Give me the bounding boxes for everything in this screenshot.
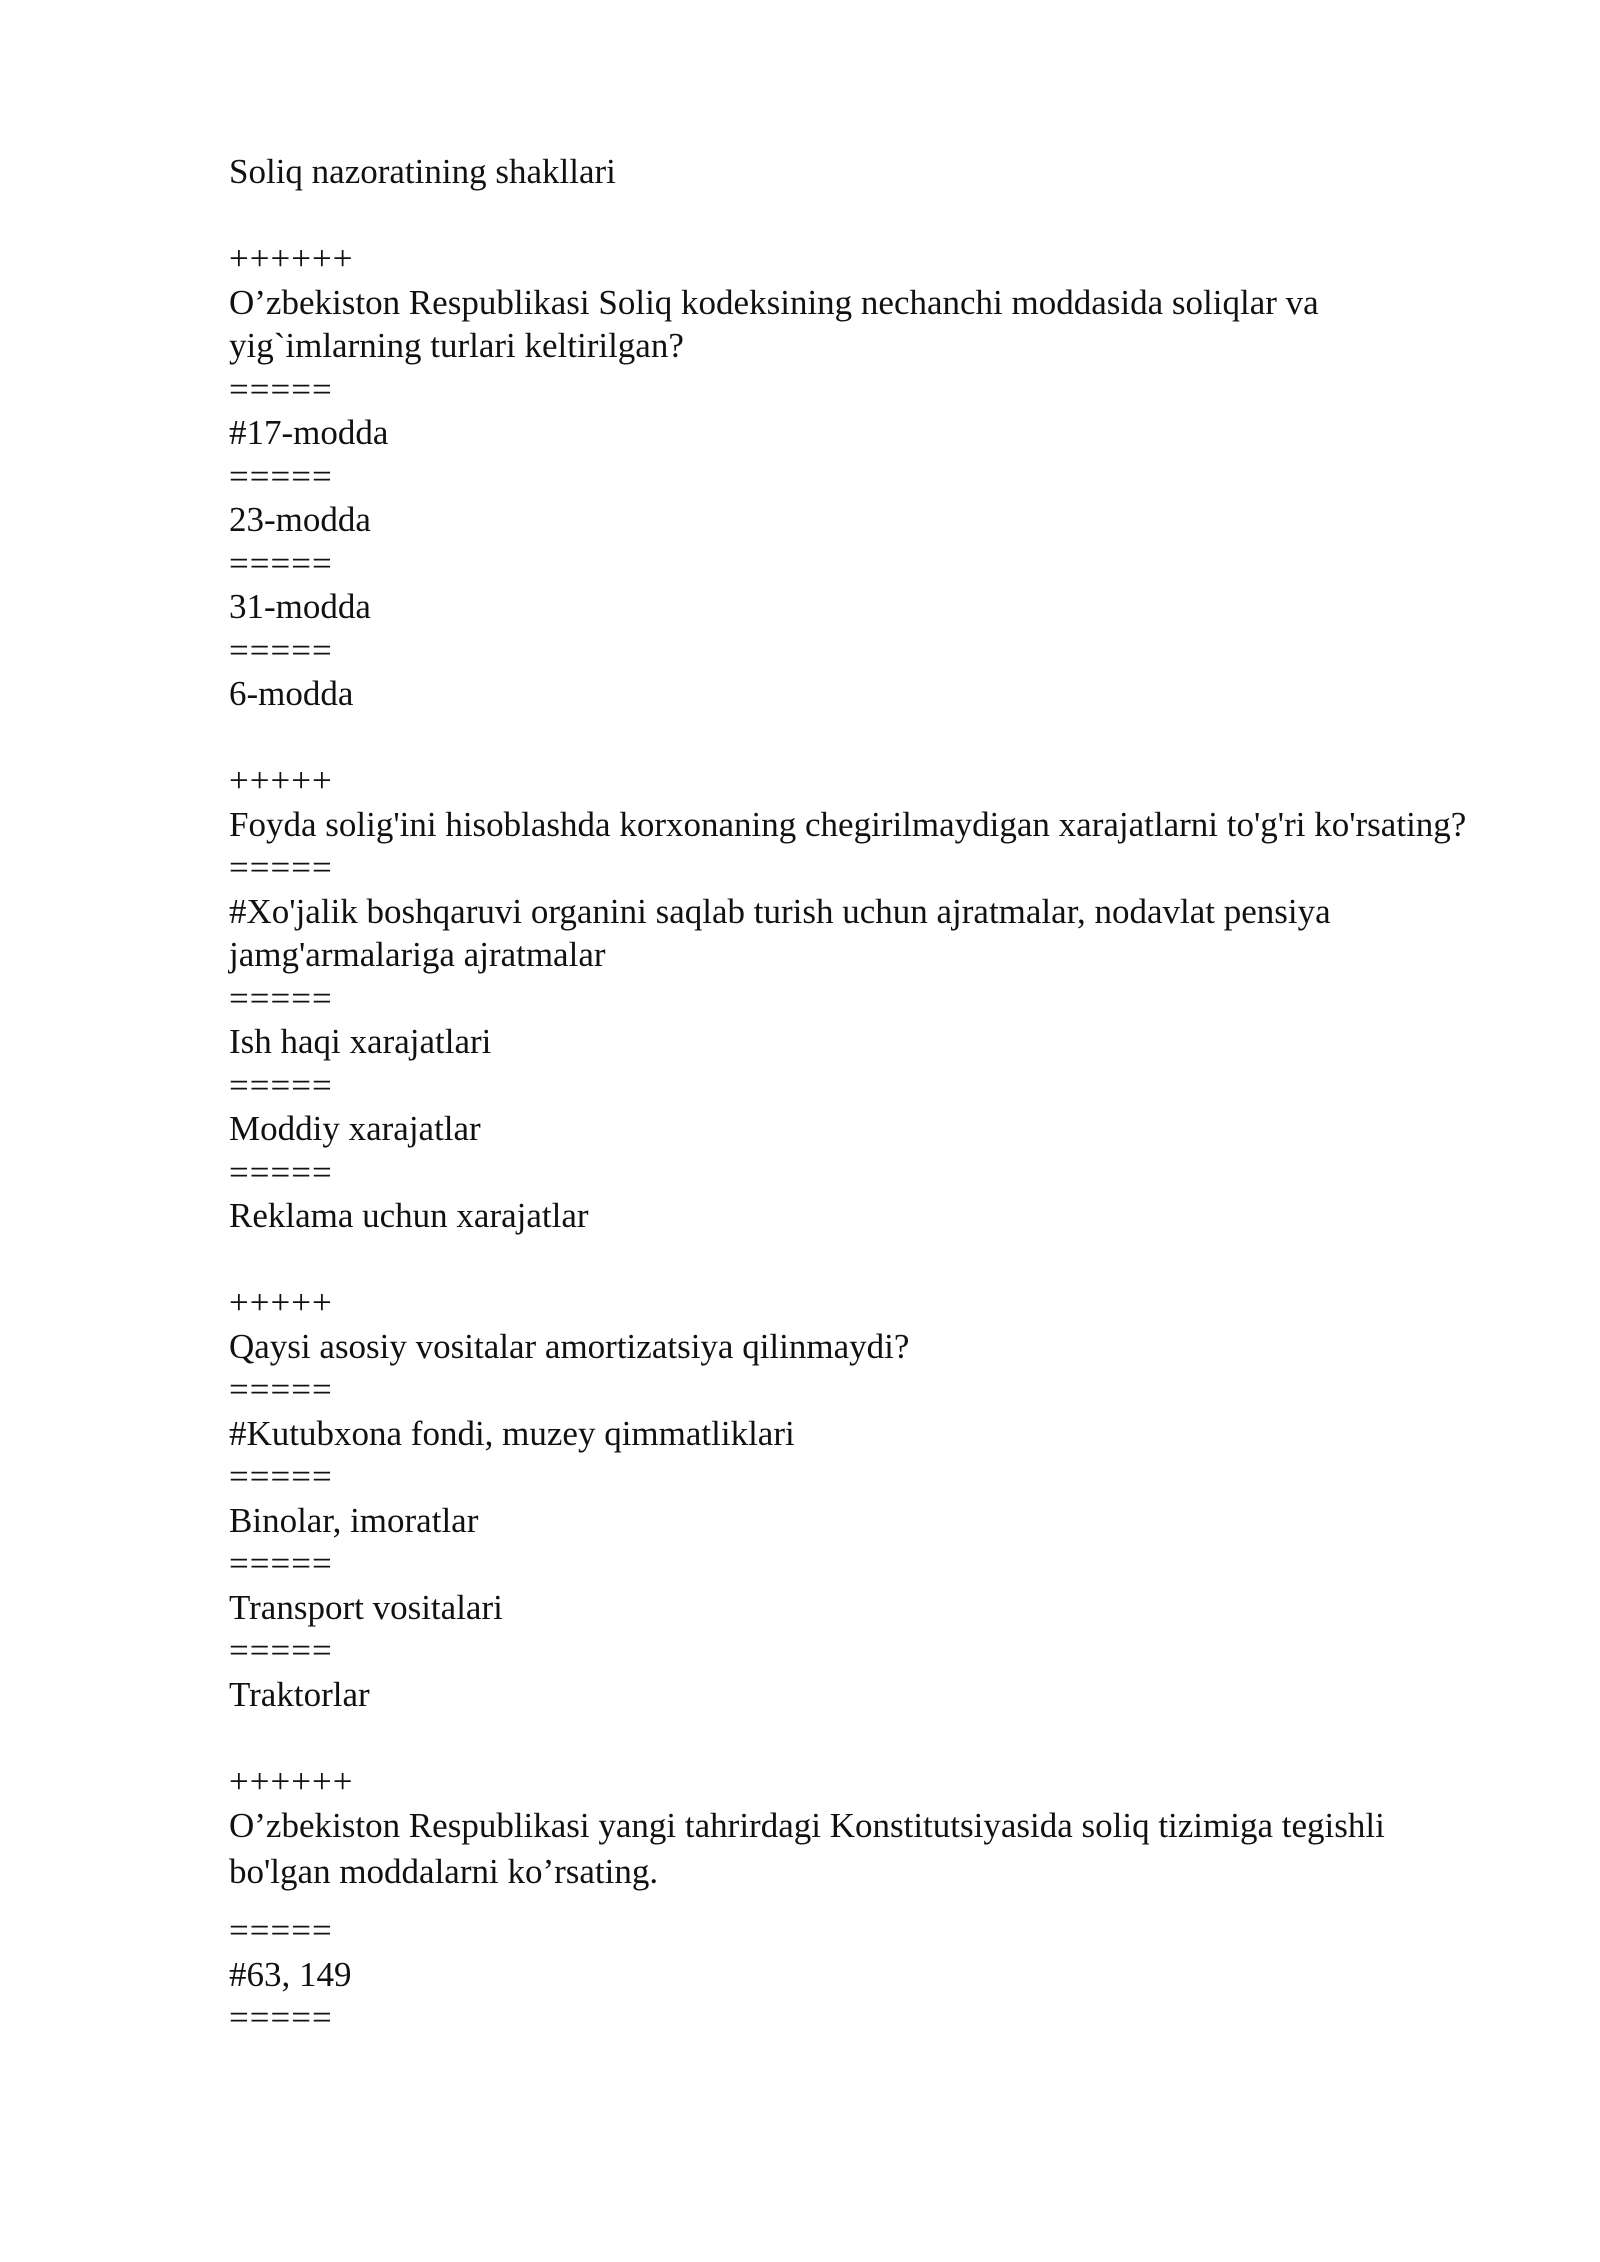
question-text: Qaysi asosiy vositalar amortizatsiya qilinmaydi? bbox=[229, 1326, 910, 1366]
question-block-3 bbox=[229, 1281, 1489, 1716]
answer-option: Transport vositalari bbox=[229, 1587, 503, 1627]
answer-option-correct: #Kutubxona fondi, muzey qimmatliklari bbox=[229, 1413, 795, 1453]
spacer bbox=[229, 1716, 1489, 1760]
answer-option: 6-modda bbox=[229, 674, 354, 713]
answer-option: Binolar, imoratlar bbox=[229, 1500, 479, 1540]
spacer bbox=[229, 716, 1489, 760]
answer-option: Reklama uchun xarajatlar bbox=[229, 1196, 589, 1235]
answer-separator: ===== bbox=[229, 848, 333, 887]
question-marker: ++++++ bbox=[229, 1761, 354, 1801]
answer-option: Ish haqi xarajatlari bbox=[229, 1022, 492, 1061]
question-block-1 bbox=[229, 237, 1489, 716]
answer-separator: ===== bbox=[229, 369, 333, 409]
answer-separator: ===== bbox=[229, 1152, 333, 1192]
question-block-2 bbox=[229, 759, 1489, 1238]
question-text: O’zbekiston Respublikasi Soliq kodeksining nechanchi moddasida soliqlar va yig`imlarning turlari keltirilgan? bbox=[229, 282, 1328, 365]
question-marker: ++++++ bbox=[229, 239, 354, 278]
spacer bbox=[229, 1238, 1489, 1282]
answer-separator: ===== bbox=[229, 1911, 333, 1950]
question-block-4 bbox=[229, 1760, 1489, 2040]
answer-separator: ===== bbox=[229, 630, 333, 670]
document-page bbox=[229, 150, 1489, 2040]
answer-option-correct: #63, 149 bbox=[229, 1954, 352, 1994]
answer-option: Moddiy xarajatlar bbox=[229, 1109, 481, 1148]
question-text: O’zbekiston Respublikasi yangi tahrirdagi Konstitutsiyasida soliq tizimiga tegishli bo'lgan moddalarni ko’rsating. bbox=[229, 1806, 1394, 1891]
question-marker: +++++ bbox=[229, 761, 333, 800]
spacer bbox=[229, 194, 1489, 238]
answer-option: Traktorlar bbox=[229, 1674, 370, 1714]
answer-option: 23-modda bbox=[229, 500, 371, 539]
answer-separator: ===== bbox=[229, 456, 333, 496]
document-title: Soliq nazoratining shakllari bbox=[229, 152, 616, 191]
answer-separator: ===== bbox=[229, 1631, 333, 1670]
spacer bbox=[229, 1895, 1489, 1909]
answer-option: 31-modda bbox=[229, 587, 371, 626]
answer-separator: ===== bbox=[229, 1457, 333, 1496]
question-marker: +++++ bbox=[229, 1283, 333, 1322]
answer-separator: ===== bbox=[229, 543, 333, 583]
answer-option-correct: #Xo'jalik boshqaruvi organini saqlab turish uchun ajratmalar, nodavlat pensiya jamg'armalariga ajratmalar bbox=[229, 891, 1340, 974]
answer-separator: ===== bbox=[229, 978, 333, 1018]
answer-separator: ===== bbox=[229, 1544, 333, 1583]
answer-option-correct: #17-modda bbox=[229, 413, 389, 452]
answer-separator: ===== bbox=[229, 1370, 333, 1409]
question-text: Foyda solig'ini hisoblashda korxonaning chegirilmaydigan xarajatlarni to'g'ri ko'rsating? bbox=[229, 804, 1467, 844]
answer-separator: ===== bbox=[229, 1998, 333, 2037]
answer-separator: ===== bbox=[229, 1065, 333, 1105]
